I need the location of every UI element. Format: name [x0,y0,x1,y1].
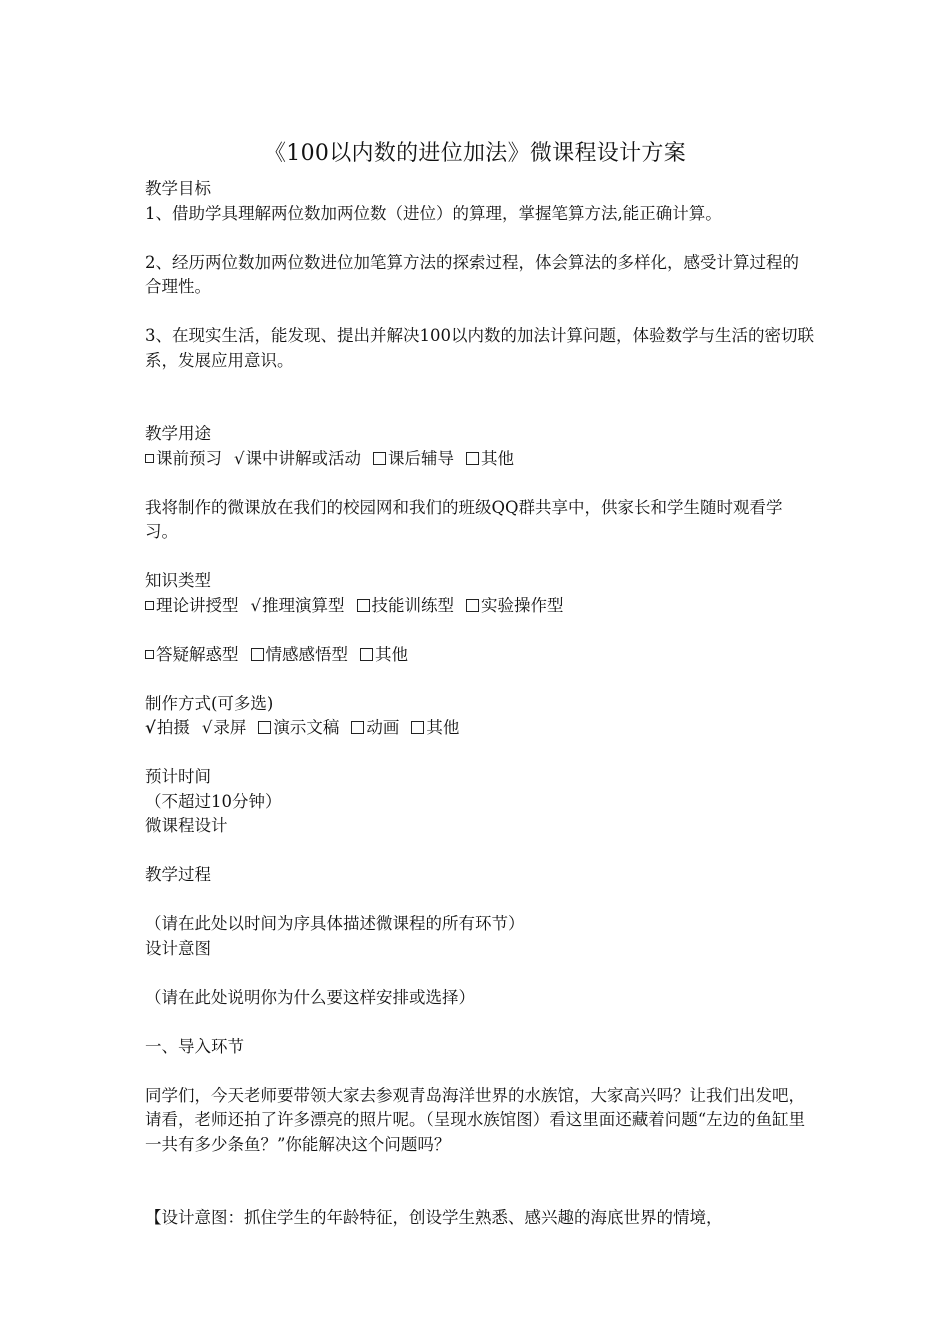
checkmark-icon: √ [250,595,262,615]
checkbox-icon [258,721,271,734]
time-heading: 预计时间 [145,767,211,786]
option-item [145,718,190,737]
option-item [251,596,345,615]
option-label: 课中讲解或活动 [245,448,362,468]
option-item [357,596,455,615]
intent-note: （请在此处说明你为什么要这样安排或选择） [145,987,475,1007]
option-label: 其他 [375,644,408,664]
option-label: 答疑解惑型 [156,644,239,664]
process-note: （请在此处以时间为序具体描述微课程的所有环节） [145,914,525,933]
option-label: 情感感悟型 [265,644,348,664]
option-item [360,645,408,664]
checkbox-icon [145,601,154,610]
option-label: 动画 [366,718,400,737]
process-heading: 教学过程 [145,865,211,884]
option-label: 其他 [481,448,515,468]
checkbox-icon [373,452,386,465]
objectives-heading: 教学目标 [145,179,211,198]
option-item [411,718,459,737]
option-label: 拍摄 [156,718,190,737]
option-label: 技能训练型 [371,595,455,615]
option-label: 演示文稿 [273,718,340,737]
option-item [258,718,339,737]
time-note: （不超过10分钟） [145,791,282,811]
page-title: 《100以内数的进位加法》微课程设计方案 [264,141,686,166]
option-item [373,449,454,468]
intent-heading: 设计意图 [145,938,211,958]
option-item [145,449,222,468]
checkmark-icon: √ [145,718,156,737]
document-body [145,177,815,1231]
production-heading: 制作方式(可多选) [145,693,274,713]
checkbox-icon [466,599,479,612]
option-item [145,645,239,664]
knowledge-options-row2 [145,643,815,668]
usage-note: 我将制作的微课放在我们的校园网和我们的班级QQ群共享中，供家长和学生随时观看学习。 [145,497,783,541]
option-item [351,718,399,737]
option-item [145,596,239,615]
checkbox-icon [411,721,424,734]
checkbox-icon [360,648,373,661]
section1-design-note: 【设计意图：抓住学生的年龄特征，创设学生熟悉、感兴趣的海底世界的情境， [145,1208,723,1227]
option-label: 课后辅导 [388,448,455,468]
option-item [466,596,564,615]
checkbox-icon [466,452,479,465]
checkbox-icon [251,648,264,661]
checkbox-icon [351,721,364,734]
checkbox-icon [357,599,370,612]
option-label: 录屏 [213,718,247,737]
objective-item: 1、借助学具理解两位数加两位数（进位）的算理，掌握笔算方法,能正确计算。 [145,203,722,223]
option-label: 推理演算型 [262,595,345,615]
option-item [466,449,514,468]
checkmark-icon: √ [234,448,245,468]
production-options [145,716,815,741]
usage-options [145,447,815,472]
checkbox-icon [145,454,154,463]
usage-heading: 教学用途 [145,424,211,443]
option-item [251,645,349,664]
section1-heading: 一、导入环节 [145,1036,244,1056]
knowledge-options-row1 [145,594,815,619]
objective-item: 3、在现实生活，能发现、提出并解决100以内数的加法计算问题，体验数学与生活的密切联系，发展应用意识。 [145,326,814,370]
option-label: 理论讲授型 [156,595,239,615]
option-label: 实验操作型 [481,595,564,615]
option-label: 课前预习 [156,448,222,468]
section1-paragraph: 同学们，今天老师要带领大家去参观青岛海洋世界的水族馆，大家高兴吗？让我们出发吧，请看，老师还拍了许多漂亮的照片呢。（呈现水族馆图）看这里面还藏着问题“左边的鱼缸里一共有多少条鱼？”你能解决这个问题吗？ [145,1085,806,1154]
option-item [234,449,361,468]
design-heading: 微课程设计 [145,816,228,835]
checkmark-icon: √ [201,718,213,737]
option-label: 其他 [426,718,460,737]
knowledge-heading: 知识类型 [145,571,211,590]
objective-item: 2、经历两位数加两位数进位加笔算方法的探索过程，体会算法的多样化，感受计算过程的合理性。 [145,252,799,296]
checkbox-icon [145,650,154,659]
option-item [202,718,247,737]
